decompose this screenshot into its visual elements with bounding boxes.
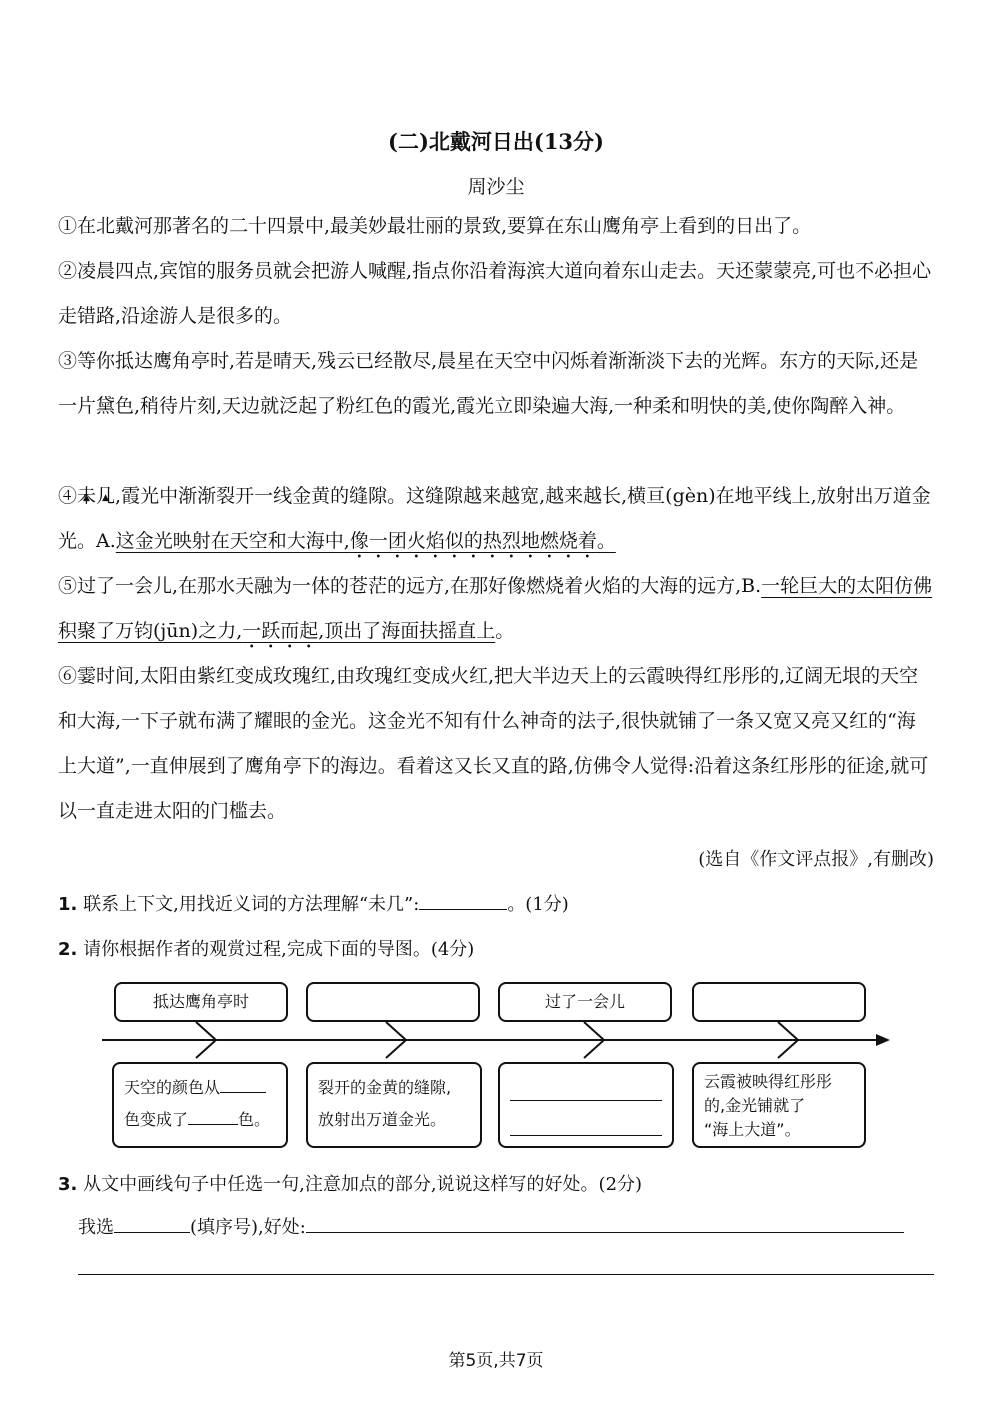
sentence-a-underlined: 这金光映射在天空和大海中, [115,530,350,552]
question-3 [58,1170,642,1196]
sentence-a-dotted: 像一团火焰似的热烈地燃烧着 [349,530,597,552]
scene-4-line-1: 云霞被映得红彤彤 [704,1072,833,1091]
scene-1-line-1: 天空的颜色从 [124,1078,221,1097]
stage-1-label: 抵达鹰角亭时 [114,982,288,1022]
sentence-a-end: 。 [596,530,616,552]
question-1-score: 。(1分) [507,894,569,915]
question-3-answer-blank-1[interactable] [306,1214,904,1233]
question-1-text: 联系上下文,用找近义词的方法理解“未几”: [83,894,420,915]
question-3-answer-line-2[interactable] [78,1274,934,1275]
question-1-number: 1. [58,894,78,915]
question-2-number: 2. [58,939,78,960]
scene-3-answer-line-2[interactable] [510,1117,662,1136]
paragraph-1: ①在北戴河那著名的二十四景中,最美妙最壮丽的景致,要算在东山鹰角亭上看到的日出了。 [58,215,812,237]
sentence-b-underlined: 一轮巨大的太阳仿佛积聚了万钧(jūn)之力, [58,575,933,642]
question-3-number: 3. [58,1174,78,1195]
paragraph-4 [58,474,934,564]
question-3-answer-row [78,1213,934,1239]
question-3-text: 从文中画线句子中任选一句,注意加点的部分,说说这样写的好处。(2分) [83,1174,643,1195]
sentence-b-end: 。 [495,620,515,642]
scene-1-line-2a: 色变成了 [124,1110,189,1129]
scene-1-line-2b: 色。 [238,1110,271,1129]
paragraph-5 [58,564,934,654]
scene-1-blank-1[interactable] [220,1074,266,1093]
p4-marked-char-2: 几 ▲ [96,485,115,507]
sentence-b-dotted: 一跃而起 [242,620,319,642]
passage-author: 周沙尘 [467,176,525,198]
p5-text: ⑤过了一会儿,在那水天融为一体的苍茫的远方,在那好像燃烧着火焰的大海的远方,B. [58,575,762,597]
scene-3-answer-line-1[interactable] [510,1082,662,1101]
question-2-text: 请你根据作者的观赏过程,完成下面的导图。(4分) [83,939,475,960]
stage-4-blank[interactable] [692,982,866,1022]
question-3-choice-blank[interactable] [114,1214,190,1233]
paragraph-3: ③等你抵达鹰角亭时,若是晴天,残云已经散尽,晨星在天空中闪烁着渐渐淡下去的光辉。东方的天际,还是一片黛色,稍待片刻,天边就泛起了粉红色的霞光,霞光立即染遍大海,一种柔和明快的美,使你陶醉入神。 [58,350,919,417]
scene-4-line-2: 的,金光铺就了 [704,1096,806,1115]
question-3-mid-label: (填序号),好处: [190,1217,306,1238]
scene-4-box [692,1062,866,1148]
paragraph-6: ⑥霎时间,太阳由紫红变成玫瑰红,由玫瑰红变成火红,把大半边天上的云霞映得红彤彤的,辽阔无垠的天空和大海,一下子就布满了耀眼的金光。这金光不知有什么神奇的法子,很快就铺了一条又宽又亮又红的“海上大道”,一直伸展到了鹰角亭下的海边。看着这又长又直的路,仿佛令人觉得:沿着这条红彤彤的征途,就可以一直走进太阳的门槛去。 [58,665,929,822]
p4-number: ④ [58,485,78,507]
scene-4-line-3: “海上大道”。 [704,1120,801,1139]
scene-2-line-1: 裂开的金黄的缝隙, [318,1078,452,1097]
stage-3-label: 过了一会儿 [498,982,672,1022]
source-citation: (选自《作文评点报》,有删改) [698,849,934,870]
flow-diagram [100,978,895,1158]
scene-1-box [112,1062,288,1148]
question-1-answer-blank[interactable] [419,891,507,910]
paragraph-2: ②凌晨四点,宾馆的服务员就会把游人喊醒,指点你沿着海滨大道向着东山走去。天还蒙蒙亮,可也不必担心走错路,沿途游人是很多的。 [58,260,932,327]
scene-1-blank-2[interactable] [188,1106,238,1125]
p4-marked-char-1: 未 ▲ [77,485,96,507]
question-1 [58,890,569,916]
question-2 [58,935,474,961]
passage-title: (二)北戴河日出(13分) [388,129,604,154]
sentence-b-underlined-2: ,顶出了海面扶摇直上 [318,620,496,642]
p4-text: ,霞光中渐渐裂开一线金黄的缝隙。这缝隙越来越宽,越来越长,横亘(gèn)在地平线上,放射出万道金光。A. [58,485,931,552]
scene-3-box [498,1062,674,1148]
arrow-head [876,1034,890,1046]
scene-2-line-2: 放射出万道金光。 [318,1110,447,1129]
stage-2-blank[interactable] [306,982,480,1022]
scene-2-box [306,1062,482,1148]
page-footer: 第5页,共7页 [448,1351,544,1371]
question-3-choose-label: 我选 [78,1217,114,1238]
